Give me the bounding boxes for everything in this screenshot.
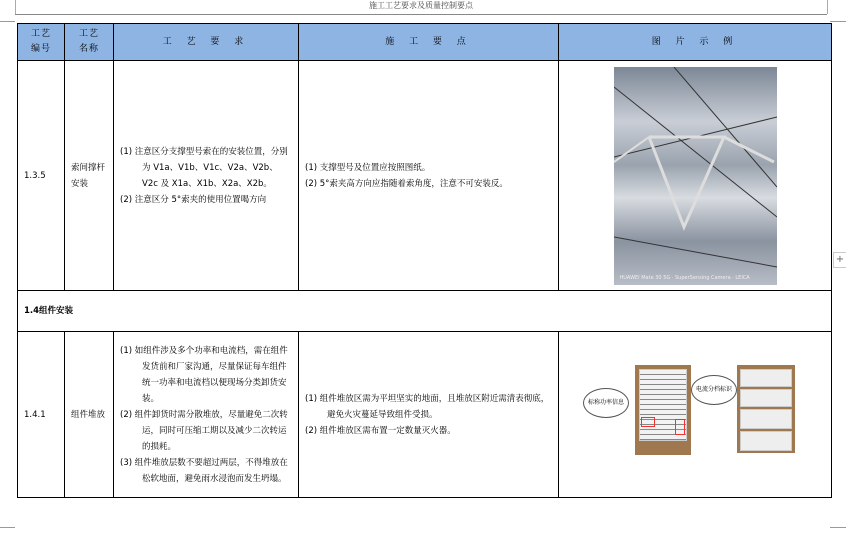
requirements-cell bbox=[114, 61, 299, 291]
strut-photo bbox=[614, 67, 777, 285]
header-process-no-label: 工艺编号 bbox=[30, 29, 51, 54]
expand-button[interactable]: + bbox=[833, 252, 846, 268]
requirement-item: (1) 注意区分支撑型号索在的安装位置，分别为 V1a、V1b、V1c、V2a、V2b、V2c 及 X1a、X1b、X2a、X2b。 bbox=[120, 146, 288, 189]
requirement-item: (3) 组件堆放层数不要超过两层，不得堆放在松软地面，避免雨水浸泡而发生坍塌。 bbox=[120, 457, 288, 484]
page-corner-mark bbox=[830, 21, 846, 22]
table-row bbox=[18, 332, 832, 498]
requirement-item: (2) 组件卸货时需分散堆放，尽量避免二次转运，同时可压缩工期以及减少二次转运的损耗。 bbox=[120, 409, 288, 452]
module-box-photo bbox=[635, 365, 691, 455]
page-corner-mark bbox=[0, 527, 15, 528]
photo-cell bbox=[559, 61, 832, 291]
module-label-photos bbox=[565, 355, 825, 475]
callout-current-grade: 电流分档标识 bbox=[691, 375, 737, 405]
point-item: (2) 组件堆放区需布置一定数量灭火器。 bbox=[305, 425, 456, 436]
point-item: (1) 支撑型号及位置应按照图纸。 bbox=[305, 162, 431, 173]
header-process-no bbox=[18, 24, 65, 61]
page-header: 施工工艺要求及质量控制要点 bbox=[15, 0, 827, 15]
header-process-name-label: 工艺名称 bbox=[78, 29, 99, 54]
header-key-points: 施 工 要 点 bbox=[299, 24, 559, 61]
header-requirements: 工 艺 要 求 bbox=[114, 24, 299, 61]
photo-cell bbox=[559, 332, 832, 498]
page-corner-mark bbox=[830, 527, 846, 528]
requirement-item: (1) 如组件涉及多个功率和电流档，需在组件发货前和厂家沟通，尽量保证每车组件统一功率和电流档以便现场分类卸货安装。 bbox=[120, 345, 288, 404]
point-item: (1) 组件堆放区需为平坦坚实的地面，且堆放区附近需清表彻底，避免火灾蔓延导致组件受损。 bbox=[305, 393, 550, 420]
section-title: 1.4组件安装 bbox=[18, 291, 832, 332]
process-id: 1.4.1 bbox=[18, 332, 65, 498]
page-corner-mark bbox=[0, 21, 15, 22]
process-id: 1.3.5 bbox=[18, 61, 65, 291]
module-labels-photo bbox=[737, 365, 795, 453]
points-cell bbox=[299, 61, 559, 291]
header-margin-right bbox=[827, 0, 828, 14]
header-photo-example: 图 片 示 例 bbox=[559, 24, 832, 61]
table-row bbox=[18, 61, 832, 291]
point-item: (2) 5°索夹高方向应指随着索角度，注意不可安装反。 bbox=[305, 178, 508, 189]
section-row bbox=[18, 291, 832, 332]
table-header-row bbox=[18, 24, 832, 61]
photo-caption: HUAWEI Mate 30 5G · SuperSensing Camera · LEICA bbox=[619, 274, 750, 281]
cable-strut-image bbox=[614, 67, 777, 285]
process-name: 索间撑杆安装 bbox=[65, 61, 114, 291]
header-process-name bbox=[65, 24, 114, 61]
points-cell bbox=[299, 332, 559, 498]
callout-power-info: 标称功率信息 bbox=[583, 388, 629, 418]
process-table bbox=[17, 23, 832, 498]
process-name: 组件堆放 bbox=[65, 332, 114, 498]
requirement-item: (2) 注意区分 5°索夹的使用位置喝方向 bbox=[120, 194, 267, 205]
requirements-cell bbox=[114, 332, 299, 498]
